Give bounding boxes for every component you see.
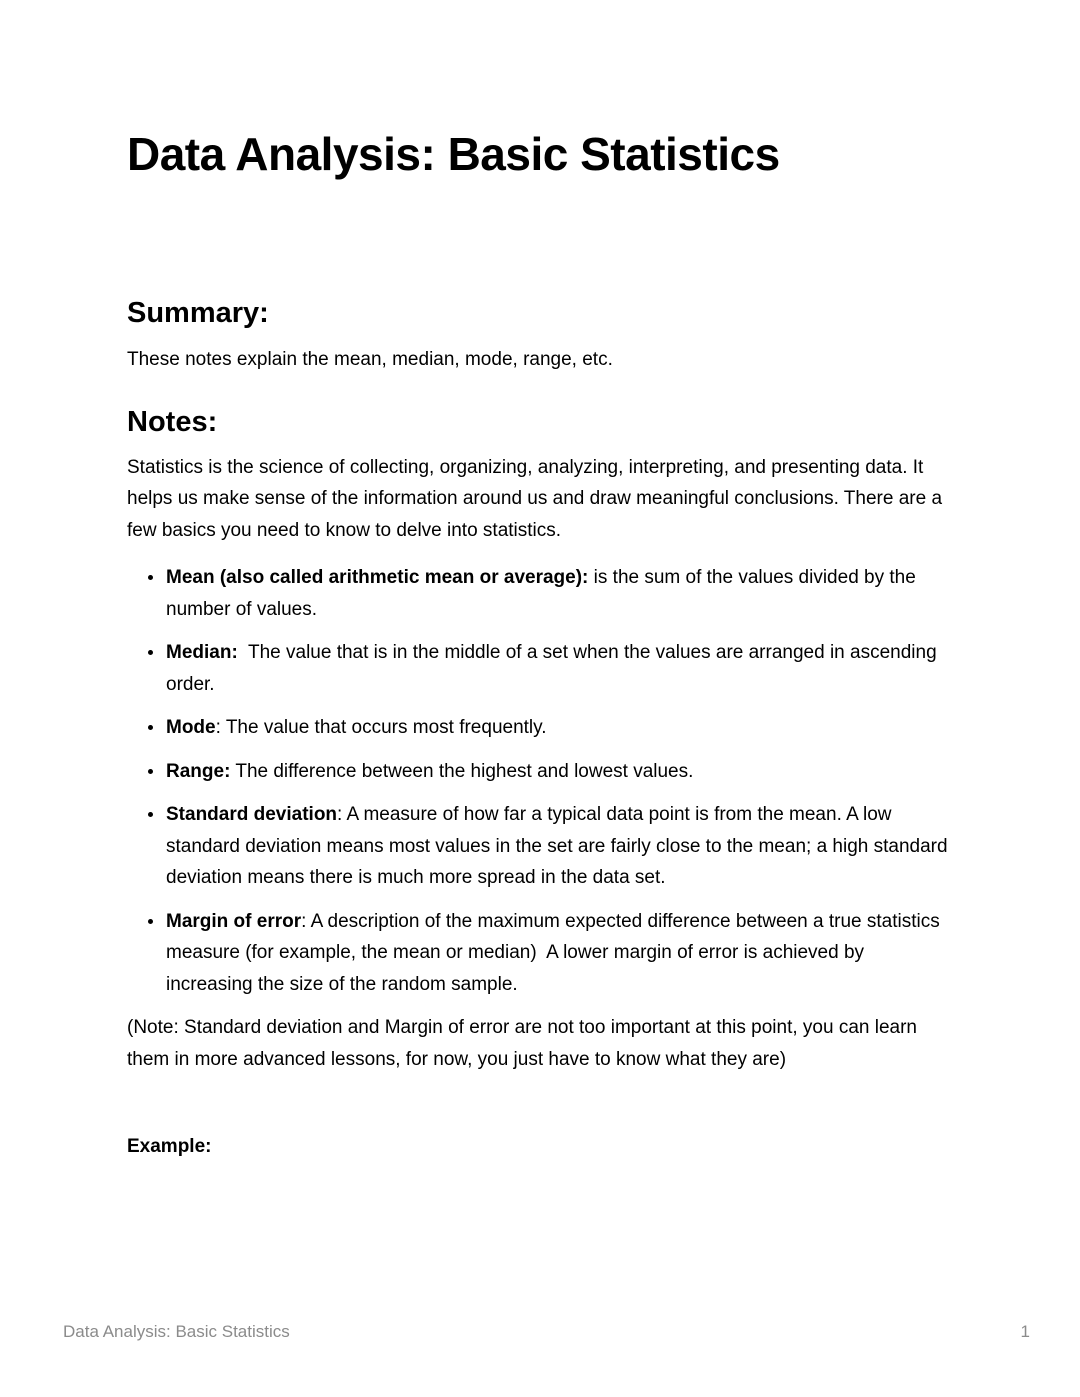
bullet-term: Standard deviation <box>166 804 338 825</box>
list-item-median <box>165 637 953 700</box>
list-item-range <box>165 756 953 788</box>
bullet-desc: : A measure of how far a typical data point is from the mean. A low standard deviation means most values in the set are fairly close to the mean; a high standard deviation means there is much more spread in the data set. <box>166 804 953 888</box>
bullet-term: Margin of error <box>166 910 302 932</box>
bullet-desc: The difference between the highest and lowest values. <box>230 760 694 782</box>
summary-text: These notes explain the mean, median, mode, range, etc. <box>127 349 613 370</box>
bullet-desc: The value that is in the middle of a set when the values are arranged in ascending order. <box>166 642 942 695</box>
footer-page-number: 1 <box>1020 1322 1030 1341</box>
note-paragraph: (Note: Standard deviation and Margin of error are not too important at this point, you can learn them in more advanced lessons, for now, you just have to know what they are) <box>127 1017 918 1070</box>
bullet-term: Mode <box>166 717 216 738</box>
bullet-term: Median: <box>166 642 238 663</box>
bullet-term: Mean (also called arithmetic mean or average): <box>166 567 589 588</box>
list-item-mode <box>165 712 953 744</box>
bullet-desc: is the sum of the values divided by the number of values. <box>166 567 922 620</box>
summary-heading: Summary: <box>127 297 269 329</box>
example-label: Example: <box>127 1136 212 1157</box>
page-footer <box>63 1322 1030 1342</box>
page-title: Data Analysis: Basic Statistics <box>127 128 780 180</box>
footer-document-title: Data Analysis: Basic Statistics <box>63 1322 290 1341</box>
list-item-standard-deviation <box>165 799 953 894</box>
bullet-desc: : The value that occurs most frequently. <box>215 717 547 738</box>
bullet-desc: : A description of the maximum expected difference between a true statistics measure (for example, the mean or median) A lower margin of error is achieved by increasing the size of the random sample. <box>166 910 946 995</box>
notes-intro: Statistics is the science of collecting, organizing, analyzing, interpreting, and presenting data. It helps us make sense of the information around us and draw meaningful conclusions. There are a few basics you need to know to delve into statistics. <box>127 456 943 541</box>
notes-heading: Notes: <box>127 405 218 438</box>
definitions-list <box>127 562 953 1000</box>
list-item-mean <box>165 562 953 625</box>
list-item-margin-of-error <box>165 906 953 1001</box>
bullet-term: Range: <box>166 760 231 782</box>
